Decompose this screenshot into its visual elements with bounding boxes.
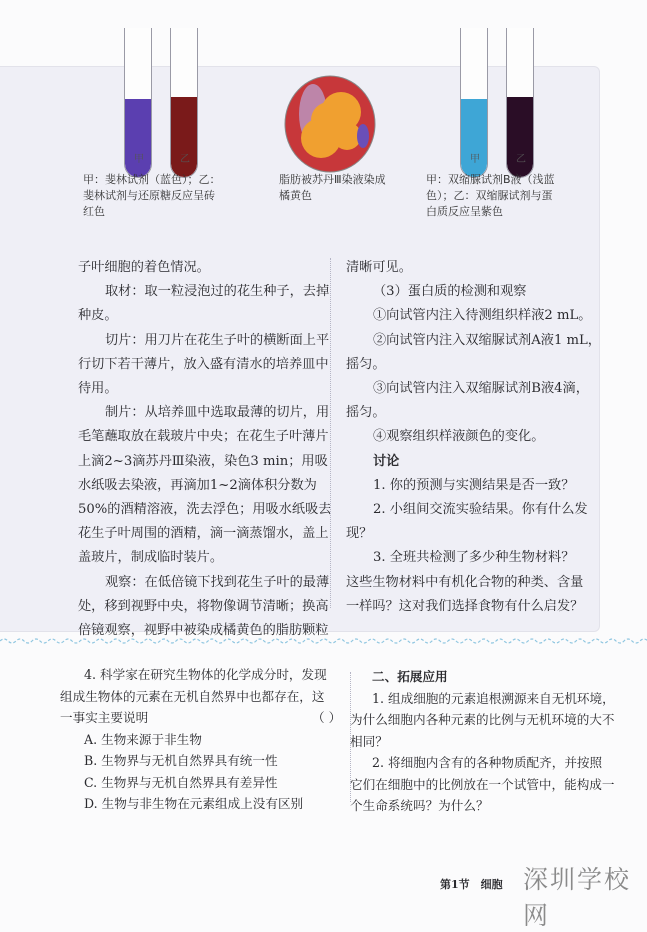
left-text-column	[78, 256, 332, 643]
text-line: ④观察组织样液颜色的变化。	[373, 429, 545, 445]
page-footer: 第1节 细胞	[440, 878, 503, 891]
text-line: 摇匀。	[346, 356, 386, 372]
right-text-column	[346, 256, 601, 619]
text-line: 讨论	[373, 453, 400, 469]
figure-caption-right: 甲：双缩脲试剂B液（浅蓝 色）；乙：双缩脲试剂与蛋 白质反应呈紫色	[426, 173, 555, 218]
text-line: 为什么细胞内各种元素的比例与无机环境的大不	[350, 712, 615, 727]
answer-blank: （ ）	[312, 710, 342, 725]
text-line: 50%的酒精溶液，洗去浮色；用吸水纸吸去	[78, 502, 332, 518]
text-line: 花生子叶周围的酒精，滴一滴蒸馏水，盖上	[78, 526, 329, 542]
text-line: 2. 小组间交流实验结果。你有什么发	[373, 502, 588, 518]
text-line: 个生命系统吗？为什么？	[350, 798, 489, 813]
column-divider	[330, 258, 331, 608]
question-4: 4. 科学家在研究生物体的化学成分时，发现 组成生物体的元素在无机自然界中也都存在，这 一事实主要说明 （ ） A. 生物来源于非生物 B. 生物界与无机自然界具有统一性 C. 生物界与无机自然界具有差异性 D. 生物与非生物在元素组成上没有区别	[60, 664, 327, 815]
text-line: ②向试管内注入双缩脲试剂A液1 mL，	[373, 332, 601, 348]
text-line: （3）蛋白质的检测和观察	[373, 284, 527, 300]
text-line: 3. 全班共检测了多少种生物材料？	[373, 550, 575, 566]
option-c: C. 生物界与无机自然界具有差异性	[84, 774, 278, 790]
text-line: 毛笔蘸取放在载玻片中央；在花生子叶薄片	[78, 429, 329, 445]
option-a: A. 生物来源于非生物	[84, 731, 202, 747]
text-line: 上滴2~3滴苏丹Ⅲ染液，染色3 min；用吸	[78, 453, 328, 469]
section-heading: 二、拓展应用	[372, 669, 448, 684]
text-line: 切片：用刀片在花生子叶的横断面上平	[105, 332, 330, 348]
text-line: 取材：取一粒浸泡过的花生种子，去掉	[105, 284, 330, 300]
option-b: B. 生物界与无机自然界具有统一性	[84, 753, 278, 768]
tube-label: 乙	[180, 154, 190, 165]
tube-label: 乙	[516, 154, 526, 165]
option-d: D. 生物与非生物在元素组成上没有区别	[84, 796, 304, 811]
wavy-separator	[0, 636, 647, 646]
watermark: 深圳学校网	[523, 865, 632, 930]
text-line: 摇匀。	[346, 405, 386, 421]
text-line: 清晰可见。	[346, 260, 412, 275]
text-line: 待用。	[78, 381, 118, 397]
text-line: 种皮。	[78, 308, 118, 324]
text-line: 2. 将细胞内含有的各种物质配齐，并按照	[372, 755, 603, 770]
text-line: 它们在细胞中的比例放在一个试管中，能构成一	[350, 776, 615, 792]
text-line: ③向试管内注入双缩脲试剂B液4滴，	[373, 381, 589, 397]
text-line: 倍镜观察，视野中被染成橘黄色的脂肪颗粒	[78, 623, 329, 639]
text-line: 盖玻片，制成临时装片。	[78, 550, 224, 566]
tube-label: 甲	[470, 154, 480, 165]
text-line: 这些生物材料中有机化合物的种类、含量	[346, 574, 584, 590]
text-line: 相同？	[350, 733, 388, 749]
figure-caption-left: 甲：斐林试剂（蓝色）；乙： 斐林试剂与还原糖反应呈砖 红色	[83, 173, 221, 218]
text-line: 1. 组成细胞的元素追根溯源来自无机环境，	[372, 690, 615, 706]
text-line: 制片：从培养皿中选取最薄的切片，用	[105, 405, 330, 421]
text-line: 观察：在低倍镜下找到花生子叶的最薄	[105, 574, 330, 590]
tube-label: 甲	[134, 154, 144, 165]
text-line: ①向试管内注入待测组织样液2 mL。	[373, 308, 592, 324]
fat-cell-image	[283, 74, 377, 174]
text-line: 行切下若干薄片，放入盛有清水的培养皿中	[78, 356, 329, 372]
text-line: 1. 你的预测与实测结果是否一致？	[373, 477, 575, 493]
extension-section	[350, 666, 615, 817]
text-line: 一样吗？这对我们选择食物有什么启发？	[346, 598, 584, 614]
text-line: 水纸吸去染液，再滴加1~2滴体积分数为	[78, 477, 317, 493]
text-line: 处，移到视野中央，将物像调节清晰；换高	[78, 598, 329, 614]
text-line: 现？	[346, 526, 373, 542]
figure-caption-middle: 脂肪被苏丹Ⅲ染液染成 橘黄色	[279, 173, 386, 202]
text-line: 子叶细胞的着色情况。	[78, 260, 210, 275]
